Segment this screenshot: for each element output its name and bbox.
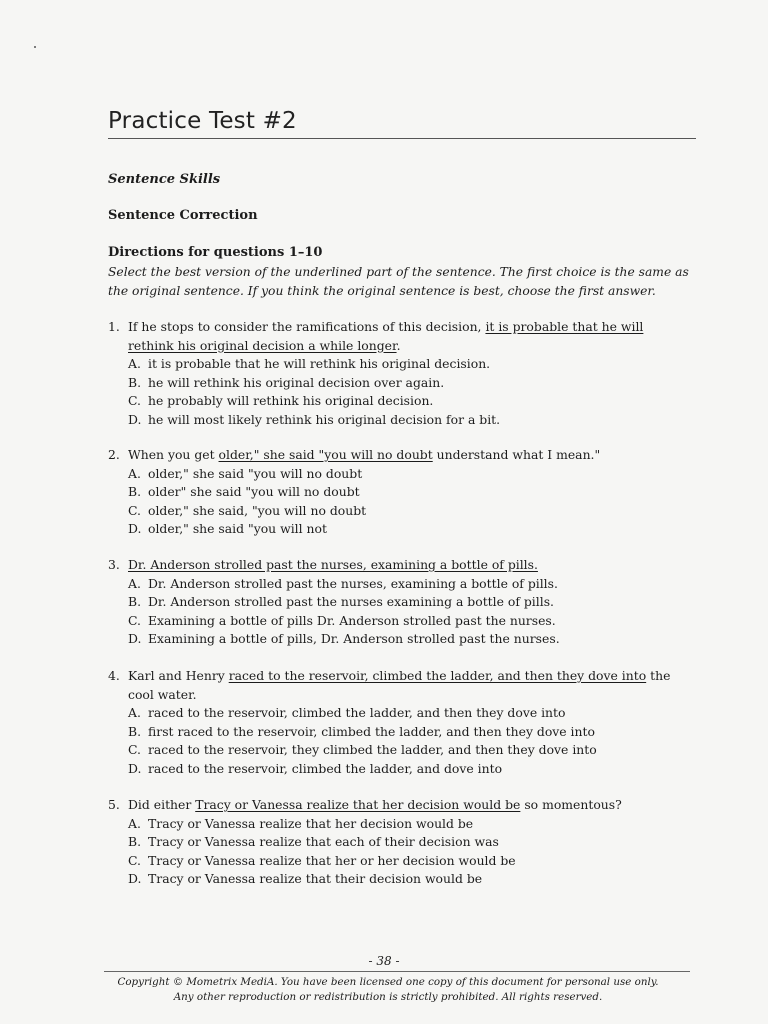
answer-option bbox=[128, 741, 698, 760]
option-letter: B. bbox=[128, 723, 142, 739]
answer-option bbox=[128, 723, 698, 742]
copyright-line: Any other reproduction or redistribution is strictly prohibited. All rights reserved. bbox=[173, 991, 603, 1003]
option-letter: D. bbox=[128, 871, 142, 886]
option-letter: A. bbox=[128, 575, 141, 591]
stem-underlined: older," she said "you will no doubt bbox=[218, 447, 433, 462]
option-letter: D. bbox=[128, 411, 142, 427]
question-stem-cont bbox=[108, 337, 698, 356]
option-text: he probably will rethink his original decision. bbox=[148, 393, 434, 408]
option-text: raced to the reservoir, climbed the ladder, and then they dove into bbox=[148, 705, 566, 720]
answer-option bbox=[128, 465, 698, 484]
copyright-notice bbox=[108, 975, 668, 1005]
option-text: Dr. Anderson strolled past the nurses, examining a bottle of pills. bbox=[148, 575, 558, 591]
answer-option bbox=[128, 815, 698, 834]
answer-option bbox=[128, 833, 698, 852]
answer-option bbox=[128, 852, 698, 871]
answer-option bbox=[128, 374, 698, 393]
answer-options bbox=[108, 575, 698, 649]
stem-underlined: Dr. Anderson strolled past the nurses, examining a bottle of pills. bbox=[128, 557, 538, 572]
subsection-heading: Sentence Correction bbox=[108, 208, 258, 223]
scan-speck bbox=[34, 46, 36, 48]
answer-option bbox=[128, 411, 698, 430]
stem-text: the bbox=[646, 668, 671, 683]
option-letter: B. bbox=[128, 484, 142, 499]
question-1 bbox=[108, 318, 698, 429]
option-text: he will rethink his original decision over again. bbox=[148, 374, 445, 390]
answer-options bbox=[108, 465, 698, 539]
question-stem bbox=[108, 796, 698, 815]
option-letter: A. bbox=[128, 465, 141, 481]
answer-option bbox=[128, 612, 698, 631]
option-text: older," she said, "you will no doubt bbox=[148, 502, 367, 518]
option-letter: B. bbox=[128, 834, 142, 849]
option-text: older," she said "you will not bbox=[148, 521, 327, 536]
option-text: first raced to the reservoir, climbed the ladder, and then they dove into bbox=[148, 723, 595, 739]
option-text: raced to the reservoir, climbed the ladder, and dove into bbox=[148, 760, 503, 776]
answer-option bbox=[128, 870, 698, 889]
stem-underlined: raced to the reservoir, climbed the ladder, and then they dove into bbox=[228, 668, 647, 683]
stem-underlined: rethink his original decision a while longer bbox=[128, 337, 397, 353]
stem-text: . bbox=[396, 337, 401, 353]
option-text: Tracy or Vanessa realize that her or her decision would be bbox=[148, 852, 516, 868]
stem-text: Karl and Henry bbox=[128, 668, 229, 683]
option-letter: B. bbox=[128, 374, 142, 390]
option-text: Dr. Anderson strolled past the nurses examining a bottle of pills. bbox=[148, 594, 554, 609]
section-heading: Sentence Skills bbox=[108, 172, 221, 187]
directions-line: the original sentence. If you think the original sentence is best, choose the first answer. bbox=[108, 284, 656, 298]
copyright-line: Copyright © Mometrix MediA. You have been licensed one copy of this document for personal use only. bbox=[117, 976, 659, 988]
answer-option bbox=[128, 593, 698, 612]
option-text: Examining a bottle of pills, Dr. Anderson strolled past the nurses. bbox=[148, 631, 560, 646]
option-letter: D. bbox=[128, 521, 142, 536]
answer-options bbox=[108, 704, 698, 778]
directions-line: Select the best version of the underlined part of the sentence. The first choice is the same as bbox=[108, 265, 689, 279]
answer-options bbox=[108, 355, 698, 429]
option-letter: A. bbox=[128, 705, 141, 720]
answer-option bbox=[128, 630, 698, 649]
option-text: older" she said "you will no doubt bbox=[148, 484, 360, 499]
question-number: 1. bbox=[108, 319, 120, 334]
option-text: Tracy or Vanessa realize that her decision would be bbox=[148, 815, 474, 831]
answer-option bbox=[128, 355, 698, 374]
answer-option bbox=[128, 392, 698, 411]
option-text: raced to the reservoir, they climbed the ladder, and then they dove into bbox=[148, 742, 597, 757]
stem-text: Did either bbox=[128, 797, 196, 812]
answer-option bbox=[128, 520, 698, 539]
option-text: older," she said "you will no doubt bbox=[148, 465, 363, 481]
question-number: 5. bbox=[108, 797, 120, 812]
question-stem-cont: cool water. bbox=[128, 686, 197, 702]
stem-underlined: Tracy or Vanessa realize that her decision would be bbox=[195, 797, 521, 812]
answer-options bbox=[108, 815, 698, 889]
answer-option bbox=[128, 760, 698, 779]
footer-rule bbox=[104, 971, 690, 972]
option-letter: D. bbox=[128, 760, 142, 776]
option-text: it is probable that he will rethink his original decision. bbox=[148, 356, 491, 371]
stem-text: When you get bbox=[128, 447, 219, 462]
option-letter: C. bbox=[128, 852, 141, 868]
option-letter: C. bbox=[128, 612, 141, 628]
directions-text bbox=[108, 263, 698, 301]
question-number: 3. bbox=[108, 557, 120, 572]
title-rule bbox=[108, 138, 696, 139]
question-stem bbox=[108, 318, 698, 337]
question-5 bbox=[108, 796, 698, 889]
question-4 bbox=[108, 667, 698, 778]
option-text: he will most likely rethink his original decision for a bit. bbox=[148, 411, 501, 427]
question-number: 4. bbox=[108, 668, 120, 683]
answer-option bbox=[128, 704, 698, 723]
stem-text: If he stops to consider the ramifications of this decision, bbox=[128, 319, 486, 334]
option-letter: C. bbox=[128, 393, 141, 408]
option-letter: D. bbox=[128, 631, 142, 646]
stem-text: understand what I mean." bbox=[432, 447, 601, 462]
question-3 bbox=[108, 556, 698, 649]
stem-text: so momentous? bbox=[520, 797, 622, 812]
page-number: - 38 - bbox=[368, 954, 400, 968]
option-text: Tracy or Vanessa realize that each of their decision was bbox=[148, 834, 499, 849]
stem-underlined: it is probable that he will bbox=[485, 319, 644, 334]
answer-option bbox=[128, 483, 698, 502]
question-number: 2. bbox=[108, 447, 120, 462]
option-letter: A. bbox=[128, 815, 141, 831]
question-2 bbox=[108, 446, 698, 539]
question-stem bbox=[108, 667, 698, 686]
question-stem bbox=[108, 446, 698, 465]
question-stem bbox=[108, 556, 698, 575]
directions-heading: Directions for questions 1–10 bbox=[108, 245, 323, 260]
option-text: Tracy or Vanessa realize that their decision would be bbox=[148, 871, 483, 886]
option-letter: C. bbox=[128, 502, 141, 518]
option-letter: B. bbox=[128, 594, 142, 609]
answer-option bbox=[128, 575, 698, 594]
page-title: Practice Test #2 bbox=[108, 108, 297, 134]
answer-option bbox=[128, 502, 698, 521]
option-text: Examining a bottle of pills Dr. Anderson strolled past the nurses. bbox=[148, 612, 556, 628]
option-letter: A. bbox=[128, 356, 141, 371]
option-letter: C. bbox=[128, 742, 141, 757]
